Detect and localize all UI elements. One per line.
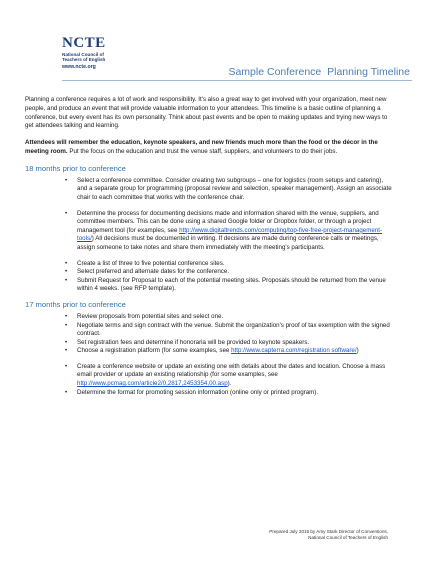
section-heading-17-months: 17 months prior to conference bbox=[25, 299, 126, 309]
attendees-text: Put the focus on the education and trust the venue staff, suppliers, and volunteers to do their jobs. bbox=[67, 147, 338, 155]
logo-org-line2: Teachers of English bbox=[62, 57, 106, 63]
intro-paragraph: Planning a conference requires a lot of work and responsibility. It's also a great way to get involved with your organization, meet new people, and produce an event that will provide valuable information to your attendees. This timeline is a basic outline of planning a conference, but every event has its own personality. Think about past events and be open to making updates and trying new ways to get attendees talking and learning. bbox=[25, 96, 388, 130]
list-item: • Submit Request for Proposal to each of the potential meeting sites. Proposals should be returned from the venue within 4 weeks. (see RFP template). bbox=[25, 277, 395, 294]
prepared-by-footer bbox=[269, 529, 388, 541]
list-item: • Set registration fees and determine if honoraria will be provided to keynote speakers. bbox=[25, 339, 395, 348]
list-item: • Review proposals from potential sites and select one. bbox=[25, 313, 395, 322]
list-item: • Create a list of three to five potential conference sites. bbox=[25, 260, 395, 269]
footer-line1: Prepared July 2015 by Amy Stark Director of Conventions, bbox=[269, 529, 388, 534]
list-item: • Negotiate terms and sign contract with the venue. Submit the organization's proof of tax exemption with the signed contract. bbox=[25, 322, 395, 339]
list-item-text: ) bbox=[356, 347, 359, 355]
checklist-17-months bbox=[25, 313, 395, 397]
list-item: • Determine the format for promoting session information (online only or printed program). bbox=[25, 389, 395, 398]
logo-org-name bbox=[62, 52, 132, 63]
ncte-logo bbox=[62, 36, 132, 70]
pcmag-link[interactable]: http://www.pcmag.com/article2/0,2817,2453354,00.asp bbox=[77, 380, 228, 388]
list-item bbox=[25, 363, 395, 389]
project-tools-link[interactable]: http://www.digitaltrends.com/computing/top-five-free-project-management-tools/ bbox=[77, 226, 383, 243]
attendees-paragraph bbox=[25, 139, 395, 157]
footer-line2: National Council of Teachers of English bbox=[308, 535, 388, 541]
logo-url: www.ncte.org bbox=[62, 63, 96, 70]
list-item bbox=[25, 210, 395, 253]
logo-mark: NCTE bbox=[62, 35, 106, 51]
document-body bbox=[25, 96, 395, 397]
list-item-text: ). bbox=[227, 380, 232, 388]
list-item: • Select preferred and alternate dates for the conference. bbox=[25, 268, 395, 277]
list-item bbox=[25, 347, 395, 356]
list-item: • Select a conference committee. Consider creating two subgroups – one for logistics (room setups and catering), and a separate group for programming (proposal review and selection, speaker management). Assign an associate chair to each committee that works with the conference chair. bbox=[25, 177, 395, 203]
list-item-text: Choose a registration platform (for some examples, see bbox=[77, 347, 232, 355]
attendees-bold-text: Attendees will remember the education, keynote speakers, and new friends much more than the food or the décor in the meeting room. bbox=[25, 139, 378, 155]
capterra-link[interactable]: http://www.capterra.com/registration software/ bbox=[231, 347, 357, 355]
title-divider bbox=[62, 80, 412, 81]
section-heading-18-months: 18 months prior to conference bbox=[25, 163, 126, 173]
list-item-text: ) All decisions must be documented in writing. If decisions are made during conference calls or meetings, assign someone to take notes and share them immediately with the meeting's participants. bbox=[77, 235, 379, 251]
logo-org-line1: National Council of bbox=[62, 52, 104, 57]
list-item-text: Determine the process for documenting decisions made and information shared with the venue, suppliers, and committee members. This can be done using a shared Google folder or Dropbox folder, or through a project management tool (for examples, see bbox=[77, 209, 379, 234]
document-title: Sample Conference Planning Timeline bbox=[228, 66, 410, 78]
list-item-text: Create a conference website or update an existing one with details about the dates and location. Choose a mass email provider or update an existing relationship (for some examples, see bbox=[77, 362, 386, 379]
checklist-18-months bbox=[25, 177, 395, 294]
